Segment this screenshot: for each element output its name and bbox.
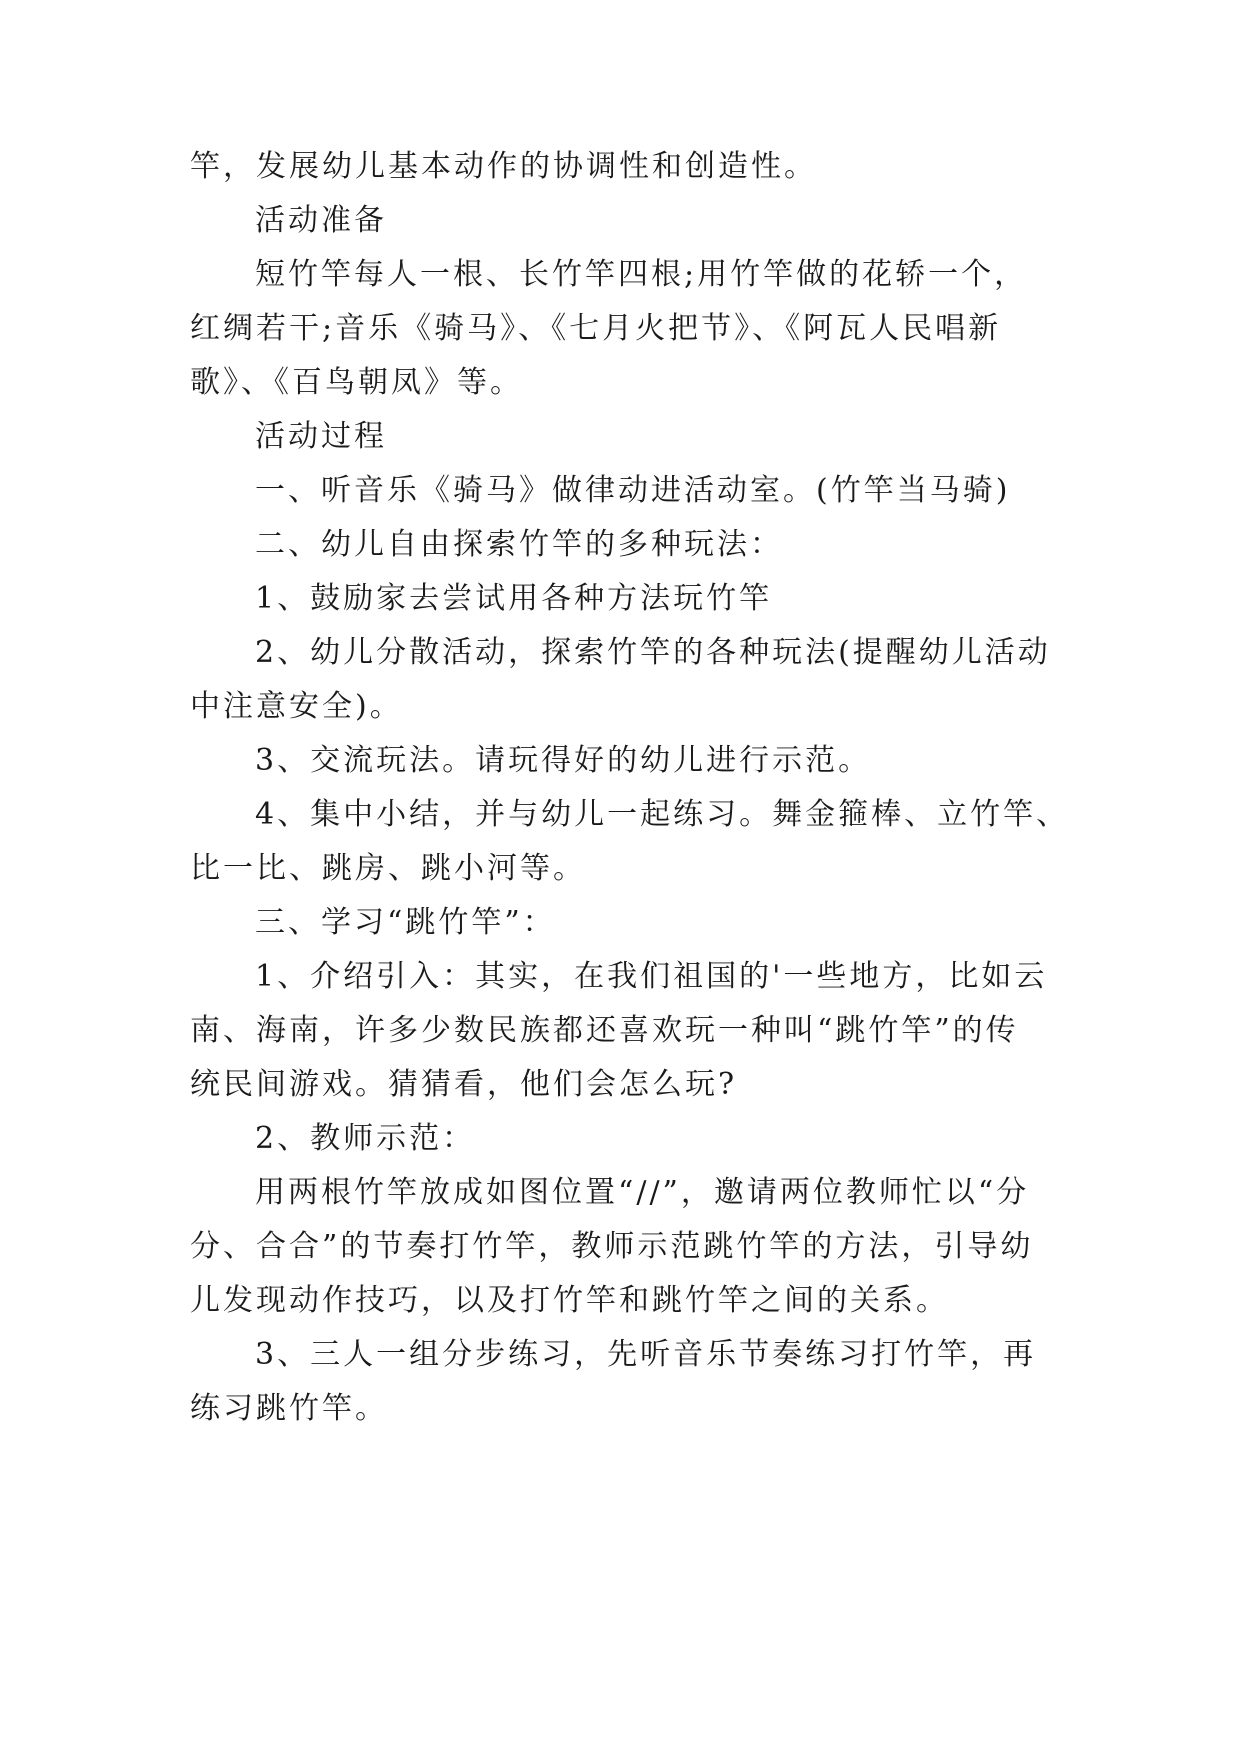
text-line: 练习跳竹竿。 bbox=[190, 1391, 388, 1426]
text-line: 儿发现动作技巧，以及打竹竿和跳竹竿之间的关系。 bbox=[190, 1283, 949, 1318]
text-line: 短竹竿每人一根、长竹竿四根;用竹竿做的花轿一个， bbox=[255, 257, 1028, 292]
text-line: 统民间游戏。猜猜看，他们会怎么玩? bbox=[190, 1067, 738, 1102]
text-line: 1、鼓励家去尝试用各种方法玩竹竿 bbox=[255, 581, 773, 616]
text-line: 竿，发展幼儿基本动作的协调性和创造性。 bbox=[190, 149, 817, 184]
text-line: 比一比、跳房、跳小河等。 bbox=[190, 851, 586, 886]
text-line: 1、介绍引入：其实，在我们祖国的'一些地方，比如云 bbox=[255, 959, 1048, 994]
text-line: 2、教师示范： bbox=[255, 1121, 476, 1156]
text-line: 中注意安全)。 bbox=[190, 689, 403, 724]
text-line: 红绸若干;音乐《骑马》、《七月火把节》、《阿瓦人民唱新 bbox=[190, 311, 1002, 346]
text-line: 3、交流玩法。请玩得好的幼儿进行示范。 bbox=[255, 743, 872, 778]
text-line: 4、集中小结，并与幼儿一起练习。舞金箍棒、立竹竿、 bbox=[255, 797, 1070, 832]
text-line: 用两根竹竿放成如图位置“//”，邀请两位教师忙以“分 bbox=[255, 1175, 1030, 1210]
text-line: 分、合合”的节奏打竹竿，教师示范跳竹竿的方法，引导幼 bbox=[190, 1229, 1034, 1264]
text-line: 一、听音乐《骑马》做律动进活动室。(竹竿当马骑) bbox=[255, 473, 1011, 508]
text-line: 南、海南，许多少数民族都还喜欢玩一种叫“跳竹竿”的传 bbox=[190, 1013, 1019, 1048]
section-heading-preparation: 活动准备 bbox=[255, 203, 387, 238]
section-heading-process: 活动过程 bbox=[255, 419, 387, 454]
text-line: 2、幼儿分散活动，探索竹竿的各种玩法(提醒幼儿活动 bbox=[255, 635, 1051, 670]
text-line: 歌》、《百鸟朝凤》等。 bbox=[190, 365, 523, 400]
text-line: 二、幼儿自由探索竹竿的多种玩法： bbox=[255, 527, 783, 562]
text-line: 三、学习“跳竹竿”： bbox=[255, 905, 556, 940]
text-line: 3、三人一组分步练习，先听音乐节奏练习打竹竿，再 bbox=[255, 1337, 1037, 1372]
